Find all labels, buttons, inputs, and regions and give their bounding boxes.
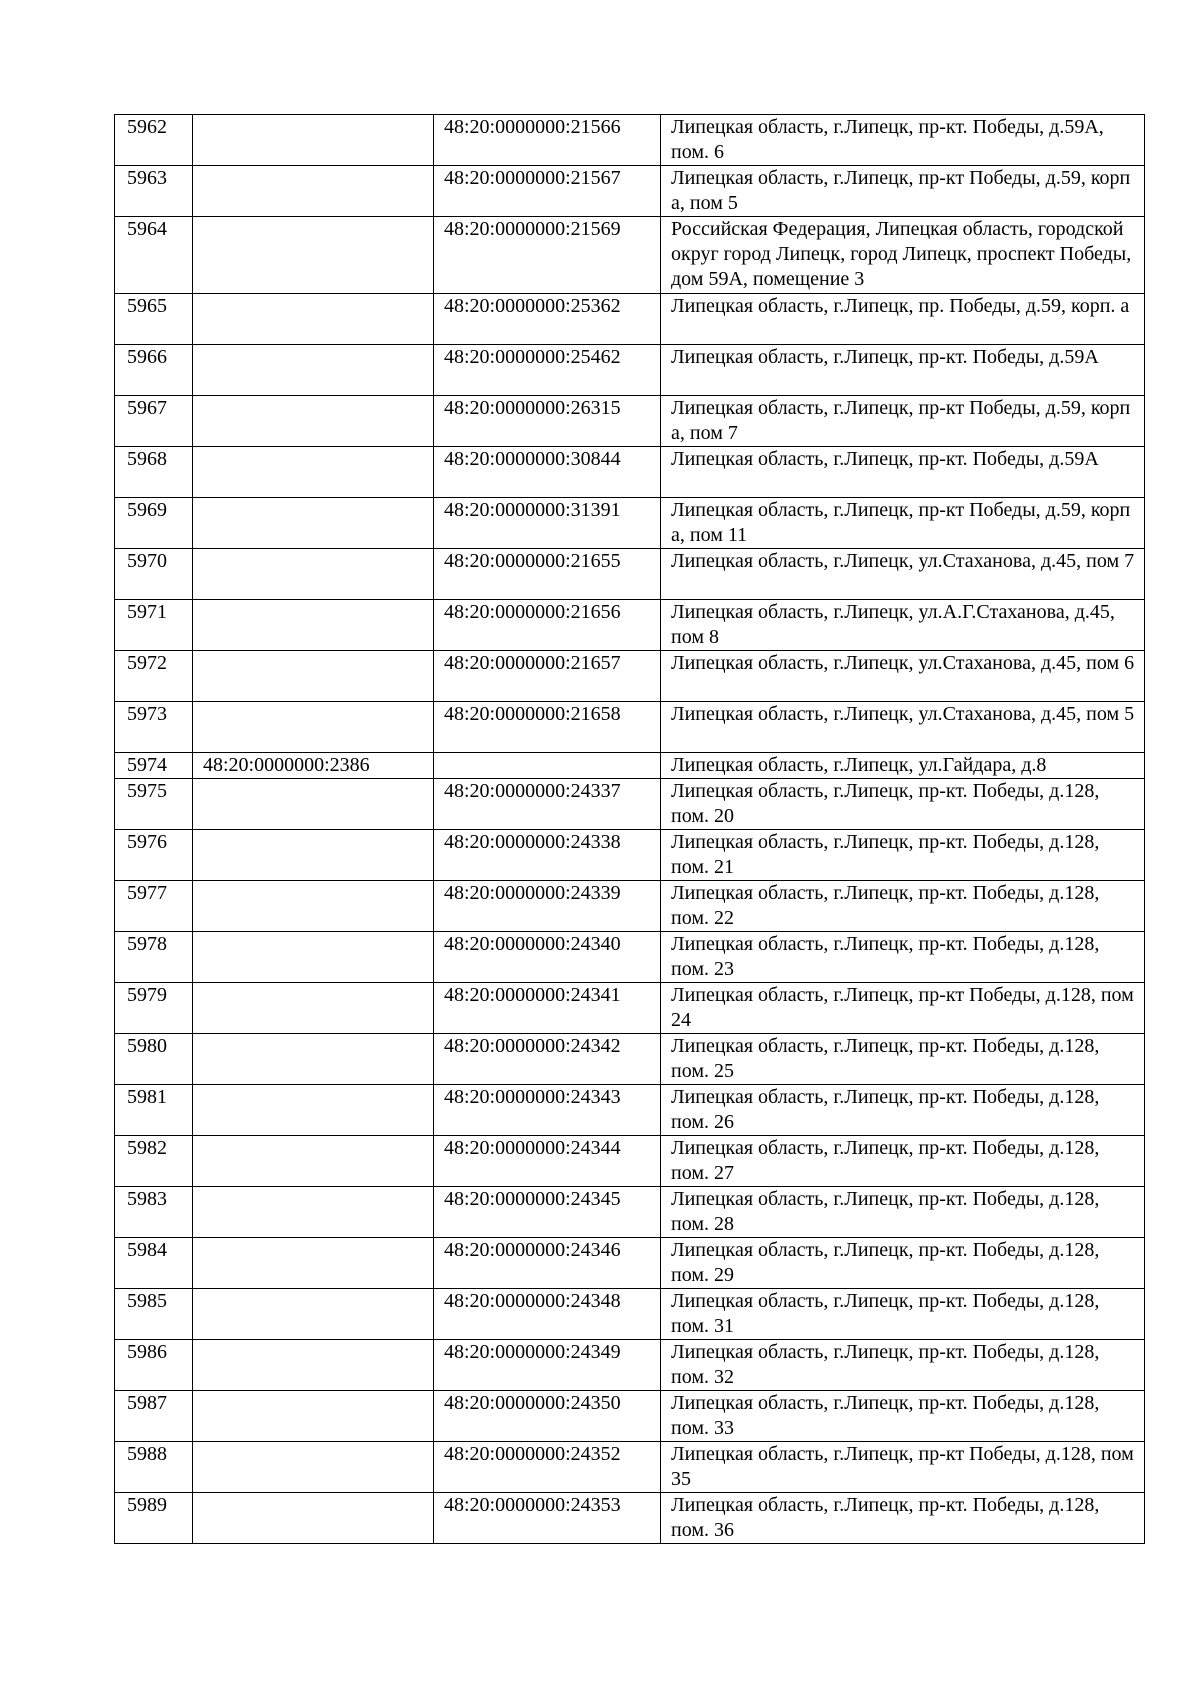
object-address: Липецкая область, г.Липецк, пр-кт. Победы, д.128, пом. 23 [661,932,1145,983]
table-row [115,779,1145,830]
object-cadastral-number: 48:20:0000000:24344 [434,1136,661,1187]
row-number: 5972 [115,651,193,702]
row-number: 5986 [115,1340,193,1391]
object-address: Липецкая область, г.Липецк, пр-кт Победы, д.128, пом 35 [661,1442,1145,1493]
object-cadastral-number: 48:20:0000000:24353 [434,1493,661,1544]
land-plot-cadastral-number [193,600,434,651]
object-address: Липецкая область, г.Липецк, пр-кт. Победы, д.128, пом. 29 [661,1238,1145,1289]
registry-table-body [115,115,1145,1544]
object-address: Липецкая область, г.Липецк, ул.А.Г.Стаханова, д.45, пом 8 [661,600,1145,651]
object-address: Липецкая область, г.Липецк, пр-кт Победы, д.59, корп а, пом 7 [661,396,1145,447]
table-row [115,447,1145,498]
table-row [115,345,1145,396]
land-plot-cadastral-number [193,881,434,932]
object-cadastral-number: 48:20:0000000:24352 [434,1442,661,1493]
object-cadastral-number: 48:20:0000000:24339 [434,881,661,932]
table-row [115,166,1145,217]
table-row [115,881,1145,932]
object-cadastral-number: 48:20:0000000:24345 [434,1187,661,1238]
land-plot-cadastral-number [193,447,434,498]
object-cadastral-number: 48:20:0000000:24348 [434,1289,661,1340]
object-address: Липецкая область, г.Липецк, пр-кт Победы, д.59, корп а, пом 11 [661,498,1145,549]
object-cadastral-number: 48:20:0000000:25462 [434,345,661,396]
land-plot-cadastral-number [193,651,434,702]
row-number: 5962 [115,115,193,166]
land-plot-cadastral-number [193,983,434,1034]
row-number: 5987 [115,1391,193,1442]
land-plot-cadastral-number [193,1187,434,1238]
land-plot-cadastral-number [193,1034,434,1085]
table-row [115,702,1145,753]
row-number: 5973 [115,702,193,753]
row-number: 5980 [115,1034,193,1085]
object-cadastral-number: 48:20:0000000:31391 [434,498,661,549]
object-address: Липецкая область, г.Липецк, пр-кт. Победы, д.128, пом. 32 [661,1340,1145,1391]
object-cadastral-number: 48:20:0000000:21658 [434,702,661,753]
land-plot-cadastral-number: 48:20:0000000:2386 [193,753,434,779]
object-address: Липецкая область, г.Липецк, пр-кт. Победы, д.128, пом. 22 [661,881,1145,932]
table-row [115,1493,1145,1544]
object-address: Липецкая область, г.Липецк, пр-кт. Победы, д.128, пом. 31 [661,1289,1145,1340]
land-plot-cadastral-number [193,294,434,345]
land-plot-cadastral-number [193,115,434,166]
land-plot-cadastral-number [193,345,434,396]
registry-table [114,114,1145,1544]
table-row [115,549,1145,600]
object-address: Липецкая область, г.Липецк, пр-кт. Победы, д.128, пом. 25 [661,1034,1145,1085]
object-cadastral-number: 48:20:0000000:24338 [434,830,661,881]
object-address: Липецкая область, г.Липецк, пр-кт. Победы, д.128, пом. 20 [661,779,1145,830]
table-row [115,115,1145,166]
object-cadastral-number: 48:20:0000000:24337 [434,779,661,830]
object-cadastral-number: 48:20:0000000:24346 [434,1238,661,1289]
object-cadastral-number: 48:20:0000000:25362 [434,294,661,345]
object-cadastral-number: 48:20:0000000:21655 [434,549,661,600]
object-address: Липецкая область, г.Липецк, пр-кт. Победы, д.128, пом. 28 [661,1187,1145,1238]
object-address: Липецкая область, г.Липецк, пр-кт. Победы, д.128, пом. 36 [661,1493,1145,1544]
object-cadastral-number: 48:20:0000000:26315 [434,396,661,447]
row-number: 5964 [115,217,193,294]
table-row [115,932,1145,983]
table-row [115,1034,1145,1085]
land-plot-cadastral-number [193,549,434,600]
object-address: Липецкая область, г.Липецк, пр-кт Победы, д.59, корп а, пом 5 [661,166,1145,217]
table-row [115,1391,1145,1442]
row-number: 5968 [115,447,193,498]
row-number: 5978 [115,932,193,983]
object-cadastral-number: 48:20:0000000:24341 [434,983,661,1034]
row-number: 5975 [115,779,193,830]
object-cadastral-number: 48:20:0000000:30844 [434,447,661,498]
table-row [115,1085,1145,1136]
row-number: 5977 [115,881,193,932]
object-address: Российская Федерация, Липецкая область, городской округ город Липецк, город Липецк, проспект Победы, дом 59А, помещение 3 [661,217,1145,294]
table-row [115,1340,1145,1391]
table-row [115,1238,1145,1289]
row-number: 5971 [115,600,193,651]
row-number: 5979 [115,983,193,1034]
object-cadastral-number: 48:20:0000000:21656 [434,600,661,651]
row-number: 5974 [115,753,193,779]
table-row [115,1187,1145,1238]
object-cadastral-number: 48:20:0000000:21657 [434,651,661,702]
object-address: Липецкая область, г.Липецк, ул.Стаханова, д.45, пом 5 [661,702,1145,753]
table-row [115,753,1145,779]
land-plot-cadastral-number [193,1289,434,1340]
table-row [115,498,1145,549]
object-cadastral-number: 48:20:0000000:24349 [434,1340,661,1391]
land-plot-cadastral-number [193,217,434,294]
table-row [115,830,1145,881]
table-row [115,651,1145,702]
land-plot-cadastral-number [193,830,434,881]
object-cadastral-number: 48:20:0000000:24342 [434,1034,661,1085]
row-number: 5982 [115,1136,193,1187]
land-plot-cadastral-number [193,166,434,217]
land-plot-cadastral-number [193,702,434,753]
row-number: 5967 [115,396,193,447]
table-row [115,294,1145,345]
land-plot-cadastral-number [193,1493,434,1544]
land-plot-cadastral-number [193,779,434,830]
row-number: 5970 [115,549,193,600]
object-cadastral-number: 48:20:0000000:24340 [434,932,661,983]
land-plot-cadastral-number [193,1340,434,1391]
object-address: Липецкая область, г.Липецк, пр-кт. Победы, д.59А [661,345,1145,396]
row-number: 5989 [115,1493,193,1544]
object-cadastral-number: 48:20:0000000:21569 [434,217,661,294]
land-plot-cadastral-number [193,498,434,549]
object-address: Липецкая область, г.Липецк, пр-кт. Победы, д.128, пом. 33 [661,1391,1145,1442]
object-cadastral-number: 48:20:0000000:21567 [434,166,661,217]
table-row [115,1136,1145,1187]
row-number: 5988 [115,1442,193,1493]
row-number: 5969 [115,498,193,549]
table-row [115,983,1145,1034]
object-cadastral-number: 48:20:0000000:21566 [434,115,661,166]
object-address: Липецкая область, г.Липецк, пр-кт Победы, д.128, пом 24 [661,983,1145,1034]
land-plot-cadastral-number [193,1136,434,1187]
object-cadastral-number: 48:20:0000000:24350 [434,1391,661,1442]
object-address: Липецкая область, г.Липецк, ул.Стаханова, д.45, пом 7 [661,549,1145,600]
object-address: Липецкая область, г.Липецк, ул.Стаханова, д.45, пом 6 [661,651,1145,702]
object-address: Липецкая область, г.Липецк, пр-кт. Победы, д.128, пом. 26 [661,1085,1145,1136]
table-row [115,1289,1145,1340]
object-address: Липецкая область, г.Липецк, пр-кт. Победы, д.59А, пом. 6 [661,115,1145,166]
object-address: Липецкая область, г.Липецк, пр-кт. Победы, д.128, пом. 21 [661,830,1145,881]
object-address: Липецкая область, г.Липецк, пр-кт. Победы, д.128, пом. 27 [661,1136,1145,1187]
table-row [115,1442,1145,1493]
row-number: 5976 [115,830,193,881]
object-address: Липецкая область, г.Липецк, пр-кт. Победы, д.59А [661,447,1145,498]
row-number: 5965 [115,294,193,345]
object-address: Липецкая область, г.Липецк, пр. Победы, д.59, корп. а [661,294,1145,345]
row-number: 5981 [115,1085,193,1136]
row-number: 5963 [115,166,193,217]
land-plot-cadastral-number [193,1442,434,1493]
land-plot-cadastral-number [193,396,434,447]
row-number: 5984 [115,1238,193,1289]
land-plot-cadastral-number [193,1085,434,1136]
land-plot-cadastral-number [193,932,434,983]
row-number: 5985 [115,1289,193,1340]
land-plot-cadastral-number [193,1391,434,1442]
table-row [115,396,1145,447]
row-number: 5983 [115,1187,193,1238]
object-address: Липецкая область, г.Липецк, ул.Гайдара, д.8 [661,753,1145,779]
table-row [115,217,1145,294]
object-cadastral-number [434,753,661,779]
object-cadastral-number: 48:20:0000000:24343 [434,1085,661,1136]
table-row [115,600,1145,651]
land-plot-cadastral-number [193,1238,434,1289]
row-number: 5966 [115,345,193,396]
